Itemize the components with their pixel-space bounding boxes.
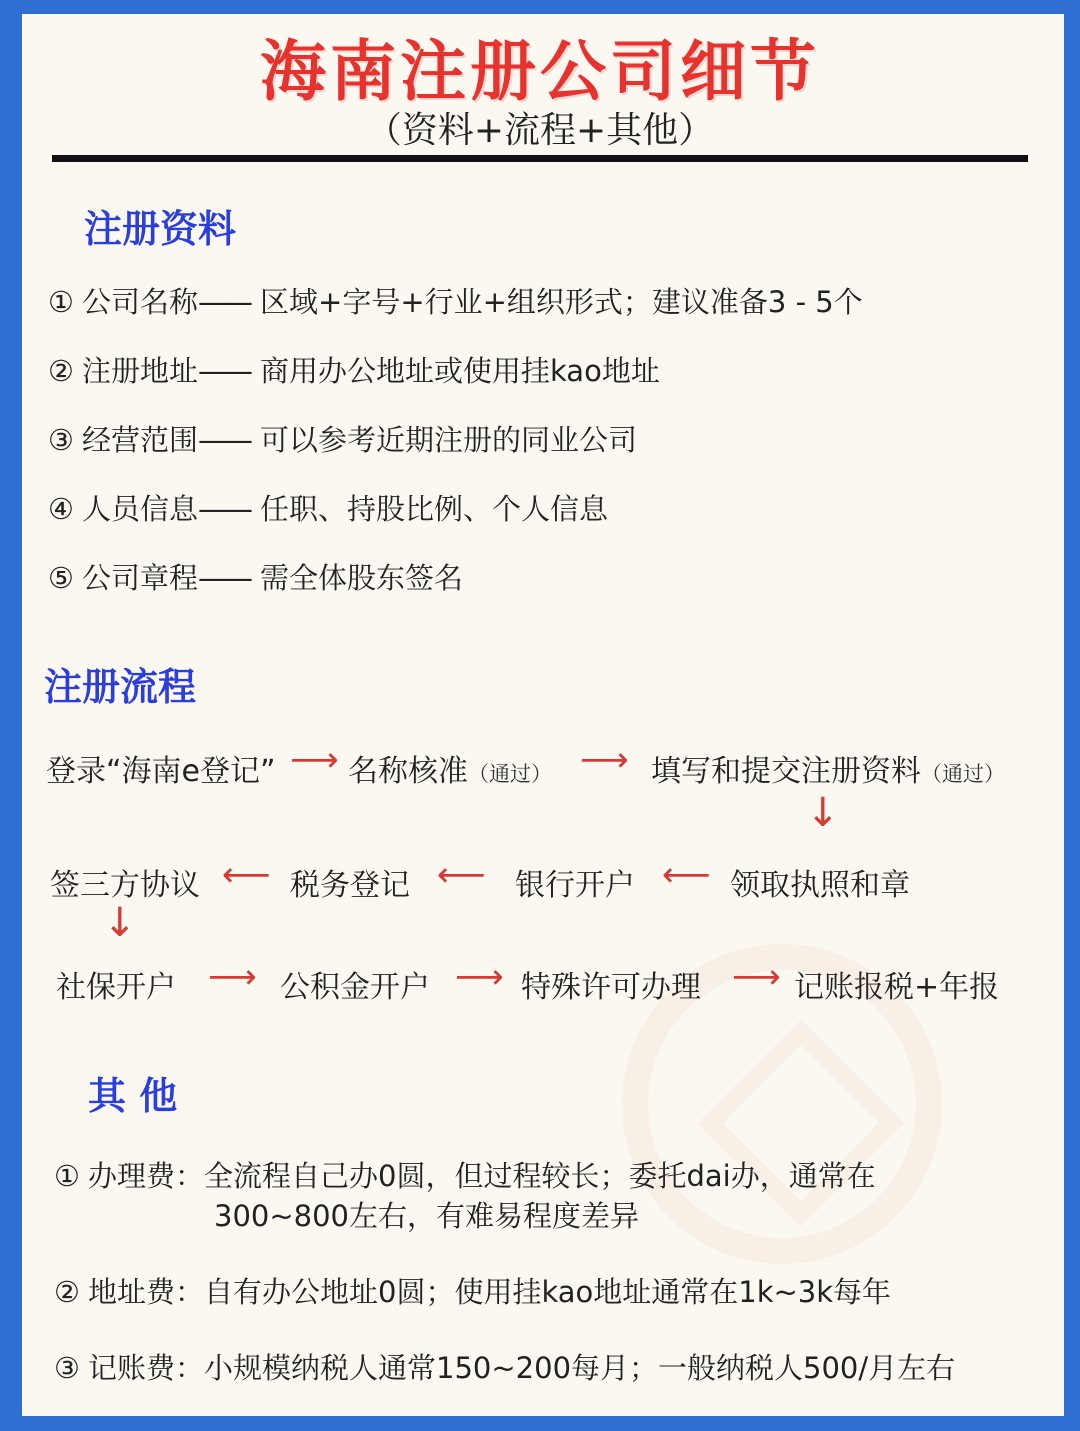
step-license: 领取执照和章 <box>730 868 910 903</box>
page-title: 海南注册公司细节 <box>260 33 820 110</box>
arrow-left-icon: ⟵ <box>437 855 486 895</box>
step-label: 名称核准 <box>348 754 468 789</box>
materials-heading: 注册资料 <box>84 207 237 251</box>
materials-item <box>48 418 637 459</box>
item-desc: 区域+字号+行业+组织形式；建议准备3 - 5个 <box>260 285 863 319</box>
item-label: 地址费： <box>88 1275 205 1309</box>
item-desc: 商用办公地址或使用挂kao地址 <box>260 354 660 388</box>
arrow-left-icon: ⟵ <box>662 855 711 895</box>
arrow-left-icon: ⟵ <box>222 855 271 895</box>
step-accounting: 记账报税+年报 <box>794 970 1000 1005</box>
step-tripartite: 签三方协议 <box>50 868 200 903</box>
step-label: 填写和提交注册资料 <box>651 754 921 789</box>
item-desc: 可以参考近期注册的同业公司 <box>260 423 638 457</box>
item-name: 公司章程 <box>82 561 199 595</box>
item-number: ⑤ <box>48 561 74 595</box>
item-separator: —— <box>198 492 251 526</box>
item-number: ③ <box>48 423 74 457</box>
step-social: 社保开户 <box>56 970 176 1005</box>
item-separator: —— <box>198 354 251 388</box>
item-number: ④ <box>48 492 74 526</box>
item-text: 自有办公地址0圆；使用挂kao地址通常在1k~3k每年 <box>204 1275 892 1309</box>
step-name-check <box>348 746 552 790</box>
process-heading: 注册流程 <box>44 665 197 709</box>
item-separator: —— <box>198 561 251 595</box>
item-number: ② <box>54 1275 80 1309</box>
arrow-right-icon: ⟶ <box>290 740 339 780</box>
materials-item <box>48 556 463 597</box>
item-text: 全流程自己办0圆，但过程较长；委托dai办，通常在 <box>204 1159 876 1193</box>
arrow-right-icon: ⟶ <box>580 740 629 780</box>
other-heading: 其 他 <box>88 1074 178 1118</box>
item-separator: —— <box>198 285 251 319</box>
materials-item <box>48 349 660 390</box>
arrow-right-icon: ⟶ <box>732 957 781 997</box>
step-note: （通过） <box>468 762 552 786</box>
item-name: 注册地址 <box>82 354 199 388</box>
item-separator: —— <box>198 423 251 457</box>
item-name: 经营范围 <box>82 423 199 457</box>
materials-item <box>48 280 863 321</box>
arrow-right-icon: ⟶ <box>455 957 504 997</box>
step-note: （通过） <box>921 762 1005 786</box>
item-desc: 任职、持股比例、个人信息 <box>260 492 609 526</box>
step-submit <box>651 746 1005 790</box>
item-desc: 需全体股东签名 <box>260 561 464 595</box>
other-item-continuation: 300~800左右，有难易程度差异 <box>214 1199 640 1233</box>
item-name: 公司名称 <box>82 285 199 319</box>
item-number: ③ <box>54 1351 80 1385</box>
item-text: 小规模纳税人通常150~200每月；一般纳税人500/月左右 <box>204 1351 956 1385</box>
arrow-down-icon: ↓ <box>806 790 840 836</box>
materials-item <box>48 487 608 528</box>
step-login: 登录“海南e登记” <box>46 754 276 789</box>
arrow-down-icon: ↓ <box>103 900 137 946</box>
other-item <box>54 1346 955 1387</box>
item-number: ① <box>48 285 74 319</box>
title-divider <box>52 155 1028 162</box>
item-label: 办理费： <box>88 1159 205 1193</box>
page-subtitle: （资料+流程+其他） <box>365 110 715 151</box>
item-number: ② <box>48 354 74 388</box>
item-name: 人员信息 <box>82 492 199 526</box>
step-fund: 公积金开户 <box>280 970 430 1005</box>
other-item <box>54 1154 876 1195</box>
item-label: 记账费： <box>88 1351 205 1385</box>
step-bank: 银行开户 <box>515 868 635 903</box>
arrow-right-icon: ⟶ <box>208 957 257 997</box>
other-item <box>54 1270 891 1311</box>
step-tax: 税务登记 <box>290 868 410 903</box>
item-number: ① <box>54 1159 80 1193</box>
step-permit: 特殊许可办理 <box>521 970 701 1005</box>
